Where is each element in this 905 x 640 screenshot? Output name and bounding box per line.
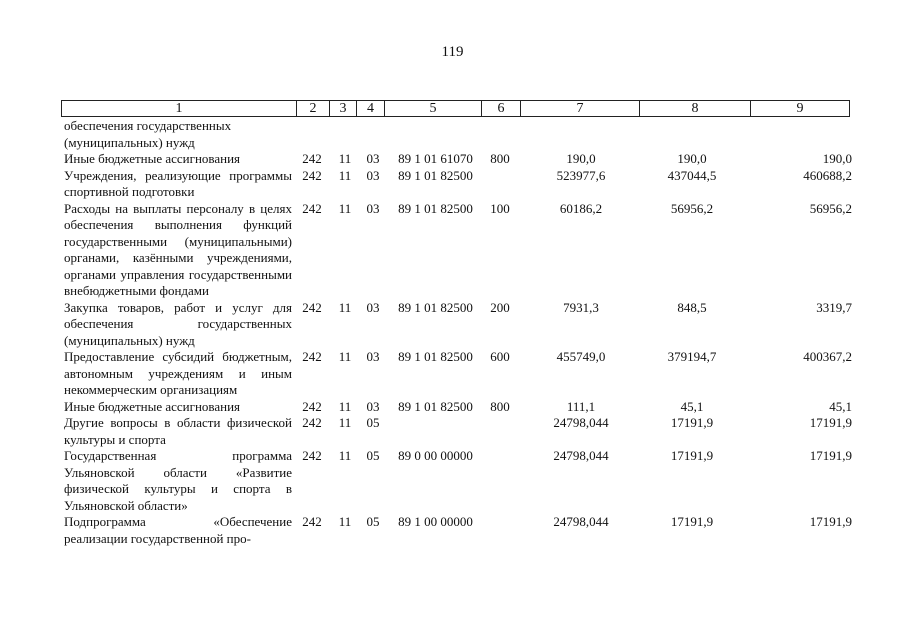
cell-y1: 455749,0 [556,349,606,364]
cell-sec: 05 [366,448,380,463]
cell-csr: 89 1 01 82500 [398,167,473,183]
cell-rz: 242 [302,448,322,463]
table-row [64,349,854,399]
cell-pr: 11 [338,299,352,315]
header-cell: 2 [297,101,330,116]
cell-pr: 11 [338,448,352,463]
cell-rz: 242 [302,151,322,166]
cell-csr: 89 1 01 82500 [398,398,473,414]
cell-name: Иные бюджетные ассигнования [64,151,241,166]
cell-y3: 56956,2 [809,200,852,216]
cell-y2: 56956,2 [670,200,714,216]
cell-vr: 800 [490,398,510,414]
cell-rz: 242 [302,415,322,430]
table-row [64,300,854,350]
cell-y2: 17191,9 [670,415,714,430]
cell-sec: 05 [366,514,380,529]
cell-vr: 200 [490,299,510,315]
cell-y2: 190,0 [677,151,707,166]
cell-name: Закупка товаров, работ и услуг для обеспечения государственных (муниципальных) нужд [64,299,292,348]
header-cell: 3 [330,101,357,116]
cell-name: Иные бюджетные ассигнования [64,398,241,414]
cell-name: Предоставление субсидий бюджетным, автономным учреждениям и иным некоммерческим организациям [64,349,292,397]
cell-sec: 03 [366,200,380,216]
cell-rz: 242 [302,200,322,216]
table-row [64,118,854,151]
cell-pr: 11 [338,415,352,430]
cell-rz: 242 [302,514,322,529]
cell-csr: 89 1 01 82500 [398,200,473,216]
table-row [64,448,854,514]
cell-name: Учреждения, реализующие программы спортивной подготовки [64,167,292,199]
cell-y2: 848,5 [677,299,707,315]
cell-pr: 11 [338,167,352,183]
cell-name: Расходы на выплаты персоналу в целях обеспечения выполнения функций государственными (муниципальными) органами, казёнными учреждениями, органами управления государственными внебюджетными фондами [64,200,292,298]
cell-y3: 17191,9 [809,514,852,529]
cell-pr: 11 [338,514,352,529]
header-cell: 7 [521,101,640,116]
cell-y3: 190,0 [822,151,852,166]
cell-y1: 7931,3 [563,299,599,315]
cell-csr: 89 1 01 82500 [398,349,473,364]
cell-y2: 379194,7 [667,349,717,364]
header-cell: 9 [796,101,804,116]
header-cell: 1 [62,101,297,116]
cell-csr: 89 1 01 61070 [398,151,473,166]
cell-pr: 11 [338,200,352,216]
cell-sec: 03 [366,349,380,364]
cell-y3: 3319,7 [816,299,852,315]
cell-y1: 24798,044 [553,415,609,430]
cell-sec: 05 [366,415,380,430]
cell-sec: 03 [366,299,380,315]
cell-rz: 242 [302,299,322,315]
cell-y2: 437044,5 [667,167,717,183]
cell-y3: 17191,9 [809,448,852,463]
header-cell: 6 [482,101,521,116]
cell-vr: 600 [490,349,510,364]
cell-y1: 523977,6 [556,167,606,183]
cell-y2: 17191,9 [670,514,714,529]
header-cell: 4 [357,101,385,116]
cell-pr: 11 [338,151,352,166]
cell-pr: 11 [338,349,352,364]
cell-name: Другие вопросы в области физической культуры и спорта [64,415,292,447]
cell-sec: 03 [366,151,380,166]
cell-sec: 03 [366,398,380,414]
table-row [64,151,854,168]
cell-vr: 800 [490,151,510,166]
cell-y2: 45,1 [680,398,704,414]
cell-y1: 24798,044 [553,448,609,463]
header-cell: 8 [640,101,751,116]
cell-rz: 242 [302,349,322,364]
cell-vr: 100 [490,200,510,216]
table-header [61,100,850,117]
cell-sec: 03 [366,167,380,183]
table-row [64,399,854,416]
cell-pr: 11 [338,398,352,414]
table-row [64,168,854,201]
table-row [64,415,854,448]
cell-name: Государственная программа Ульяновской области «Развитие физической культуры и спорта в Ульяновской области» [64,448,292,513]
cell-y3: 17191,9 [809,415,852,430]
cell-rz: 242 [302,167,322,183]
header-cell: 5 [385,101,482,116]
cell-y1: 24798,044 [553,514,609,529]
cell-y1: 111,1 [566,398,596,414]
cell-rz: 242 [302,398,322,414]
cell-y3: 400367,2 [803,349,852,364]
cell-csr: 89 1 01 82500 [398,299,473,315]
cell-y3: 45,1 [829,398,852,414]
cell-name: обеспечения государственных (муниципальных) нужд [64,118,232,150]
cell-csr: 89 1 00 00000 [398,514,473,529]
table-body [64,118,854,547]
cell-y3: 460688,2 [803,167,852,183]
cell-y1: 190,0 [566,151,596,166]
table-row [64,201,854,300]
page-number: 119 [441,44,464,60]
cell-y2: 17191,9 [670,448,714,463]
cell-csr: 89 0 00 00000 [398,448,473,463]
cell-y1: 60186,2 [559,200,603,216]
cell-name: Подпрограмма «Обеспечение реализации государственной про- [64,514,292,546]
table-row [64,514,854,547]
